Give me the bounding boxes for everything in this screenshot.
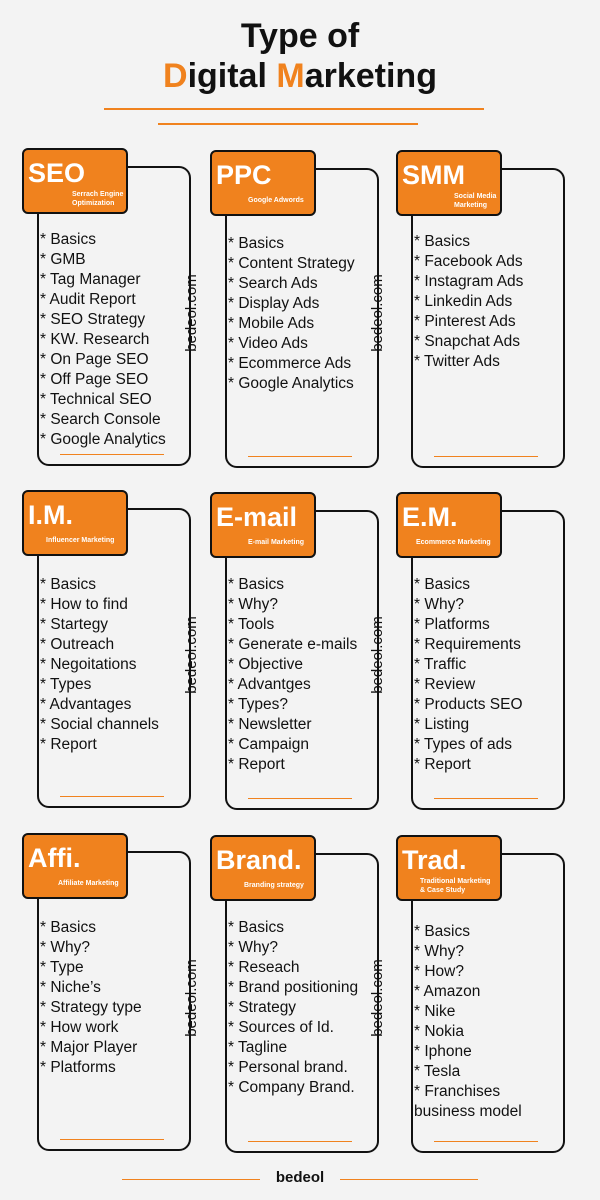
card-bottom-accent-line <box>248 456 352 457</box>
page-title-line-1: Type of <box>240 17 360 55</box>
watermark-vertical: bedeol.com <box>369 959 386 1037</box>
card-header-tab <box>22 490 128 556</box>
card-bottom-accent-line <box>248 798 352 799</box>
card-list-item: * How work <box>40 1019 119 1036</box>
card-item-list <box>228 918 358 1098</box>
card-list-item: * Off Page SEO <box>40 371 149 388</box>
card-list-item: * Platforms <box>414 616 490 633</box>
card-bottom-accent-line <box>248 1141 352 1142</box>
card-list-item: * Personal brand. <box>228 1059 348 1076</box>
card-list-item: * Brand positioning <box>228 979 359 996</box>
card-list-item: * Basics <box>228 919 284 936</box>
card-list-item: * Instagram Ads <box>414 273 524 290</box>
card-list-item: * Why? <box>228 596 278 613</box>
card-list-item: * Why? <box>40 939 90 956</box>
card-list-item: * Report <box>40 736 97 753</box>
watermark-vertical: bedeol.com <box>369 274 386 352</box>
watermark-vertical: bedeol.com <box>369 616 386 694</box>
card-bottom-accent-line <box>434 798 538 799</box>
card-list-item: * Linkedin Ads <box>414 293 513 310</box>
card-list-item: * Basics <box>40 576 96 593</box>
card-header-tab <box>210 835 316 901</box>
card-title: SMM <box>402 160 465 190</box>
card-list-item: * Nokia <box>414 1023 464 1040</box>
card-subtitle: Optimization <box>72 200 115 207</box>
footer-brand: bedeol <box>275 1169 325 1186</box>
title-letter-d: D <box>163 57 188 95</box>
title-letter-m: M <box>276 57 305 95</box>
card-list-item: * Strategy type <box>40 999 142 1016</box>
card-bottom-accent-line <box>434 1141 538 1142</box>
card-list-item: * Why? <box>228 939 278 956</box>
card-list-item: * Mobile Ads <box>228 315 315 332</box>
card-list-item: * KW. Research <box>40 331 150 348</box>
footer-line-right <box>340 1179 478 1180</box>
card-subtitle: Branding strategy <box>244 882 304 889</box>
card-item-list <box>414 922 522 1122</box>
title-word-arketing: arketing <box>304 57 437 95</box>
card-bottom-accent-line <box>60 796 164 797</box>
card-subtitle: Social Media <box>454 193 497 200</box>
card-list-item: * Amazon <box>414 983 481 1000</box>
card-list-item: * Display Ads <box>228 295 320 312</box>
card-list-item: * Pinterest Ads <box>414 313 516 330</box>
card-list-item: * Objective <box>228 656 303 673</box>
card-e-m <box>369 492 586 832</box>
title-divider-top <box>104 108 484 110</box>
card-list-item: * Traffic <box>414 656 467 673</box>
watermark-vertical: bedeol.com <box>183 616 200 694</box>
card-header-tab <box>396 492 502 558</box>
card-list-item: * Report <box>228 756 285 773</box>
card-list-item: * Search Ads <box>228 275 318 292</box>
card-list-item: * Facebook Ads <box>414 253 523 270</box>
card-trad <box>369 835 586 1175</box>
card-subtitle: & Case Study <box>420 887 466 894</box>
card-header-tab <box>396 835 502 901</box>
card-title: Affi. <box>28 843 81 873</box>
card-list-item: * Report <box>414 756 471 773</box>
card-list-item: * Requirements <box>414 636 521 653</box>
card-list-item: * Generate e-mails <box>228 636 358 653</box>
card-list-item: * Startegy <box>40 616 109 633</box>
title-word-igital: igital <box>187 57 277 95</box>
card-subtitle: Marketing <box>454 202 488 209</box>
card-subtitle: Ecommerce Marketing <box>416 539 491 546</box>
card-item-list <box>40 918 142 1078</box>
card-list-item: * Type <box>40 959 84 976</box>
card-list-item: * Basics <box>414 233 470 250</box>
title-divider-bottom <box>158 123 418 125</box>
card-bottom-accent-line <box>60 454 164 455</box>
card-header-tab <box>210 492 316 558</box>
card-list-item: * Ecommerce Ads <box>228 355 352 372</box>
card-list-item: * Campaign <box>228 736 309 753</box>
card-subtitle: Influencer Marketing <box>46 537 115 544</box>
card-list-item: * Company Brand. <box>228 1079 355 1096</box>
card-list-item: * Tag Manager <box>40 271 141 288</box>
card-bottom-accent-line <box>434 456 538 457</box>
card-list-item: * GMB <box>40 251 86 268</box>
card-header-tab <box>22 833 128 899</box>
card-item-list <box>40 230 166 450</box>
card-list-item: * Basics <box>40 919 96 936</box>
card-subtitle: Traditional Marketing <box>420 878 491 885</box>
card-list-item: * Nike <box>414 1003 456 1020</box>
card-list-item: * How? <box>414 963 464 980</box>
card-list-item: * Basics <box>414 576 470 593</box>
card-list-item: * Why? <box>414 943 464 960</box>
card-list-item: * Strategy <box>228 999 297 1016</box>
card-subtitle: Google Adwords <box>248 197 304 204</box>
card-header-tab <box>396 150 502 216</box>
card-list-item: * Advantages <box>40 696 132 713</box>
card-list-item: * Products SEO <box>414 696 523 713</box>
card-list-item: * Tools <box>228 616 275 633</box>
card-list-item: * How to find <box>40 596 128 613</box>
watermark-vertical: bedeol.com <box>183 274 200 352</box>
card-list-item: * Reseach <box>228 959 300 976</box>
card-list-item: * Google Analytics <box>228 375 354 392</box>
card-list-item: * Newsletter <box>228 716 312 733</box>
card-list-item: * Social channels <box>40 716 159 733</box>
card-list-item: * SEO Strategy <box>40 311 146 328</box>
card-title: Trad. <box>402 845 467 875</box>
page-title-line-2 <box>0 56 600 96</box>
card-list-item: * Platforms <box>40 1059 116 1076</box>
card-list-item: * Basics <box>228 576 284 593</box>
card-title: E.M. <box>402 502 458 532</box>
card-list-item: * On Page SEO <box>40 351 149 368</box>
card-list-item: * Review <box>414 676 476 693</box>
card-list-item: * Tagline <box>228 1039 288 1056</box>
card-list-item: * Audit Report <box>40 291 136 308</box>
card-list-item: * Snapchat Ads <box>414 333 520 350</box>
card-list-item: * Advantges <box>228 676 311 693</box>
card-item-list <box>414 232 523 372</box>
card-subtitle: Affiliate Marketing <box>58 880 119 887</box>
card-title: I.M. <box>28 500 73 530</box>
card-list-item: * Why? <box>414 596 464 613</box>
card-list-item: * Negoitations <box>40 656 137 673</box>
watermark-vertical: bedeol.com <box>183 959 200 1037</box>
card-header-tab <box>22 148 128 214</box>
card-list-item: * Twitter Ads <box>414 353 500 370</box>
card-title: PPC <box>216 160 272 190</box>
card-list-item: * Basics <box>414 923 470 940</box>
card-list-item: * Sources of Id. <box>228 1019 334 1036</box>
card-list-item: * Franchises <box>414 1083 501 1100</box>
card-bottom-accent-line <box>60 1139 164 1140</box>
card-list-item: * Tesla <box>414 1063 461 1080</box>
card-list-item: * Search Console <box>40 411 161 428</box>
card-list-item: business model <box>414 1103 522 1120</box>
card-list-item: * Types of ads <box>414 736 512 753</box>
card-list-item: * Types <box>40 676 92 693</box>
card-list-item: * Major Player <box>40 1039 138 1056</box>
card-item-list <box>228 575 357 775</box>
card-item-list <box>414 575 523 775</box>
card-list-item: * Types? <box>228 696 289 713</box>
card-list-item: * Video Ads <box>228 335 308 352</box>
card-item-list <box>228 234 355 394</box>
card-list-item: * Content Strategy <box>228 255 355 272</box>
card-list-item: * Technical SEO <box>40 391 152 408</box>
card-list-item: * Listing <box>414 716 470 733</box>
card-subtitle: Serrach Engine <box>72 191 124 198</box>
card-list-item: * Basics <box>228 235 284 252</box>
card-title: E-mail <box>216 502 298 532</box>
card-list-item: * Google Analytics <box>40 431 166 448</box>
card-smm <box>369 150 586 490</box>
card-header-tab <box>210 150 316 216</box>
card-list-item: * Niche’s <box>40 979 101 996</box>
card-title: Brand. <box>216 845 302 875</box>
card-title: SEO <box>28 158 86 188</box>
card-item-list <box>40 575 159 755</box>
card-list-item: * Iphone <box>414 1043 472 1060</box>
card-list-item: * Basics <box>40 231 96 248</box>
card-subtitle: E-mail Marketing <box>248 539 305 546</box>
card-list-item: * Outreach <box>40 636 115 653</box>
